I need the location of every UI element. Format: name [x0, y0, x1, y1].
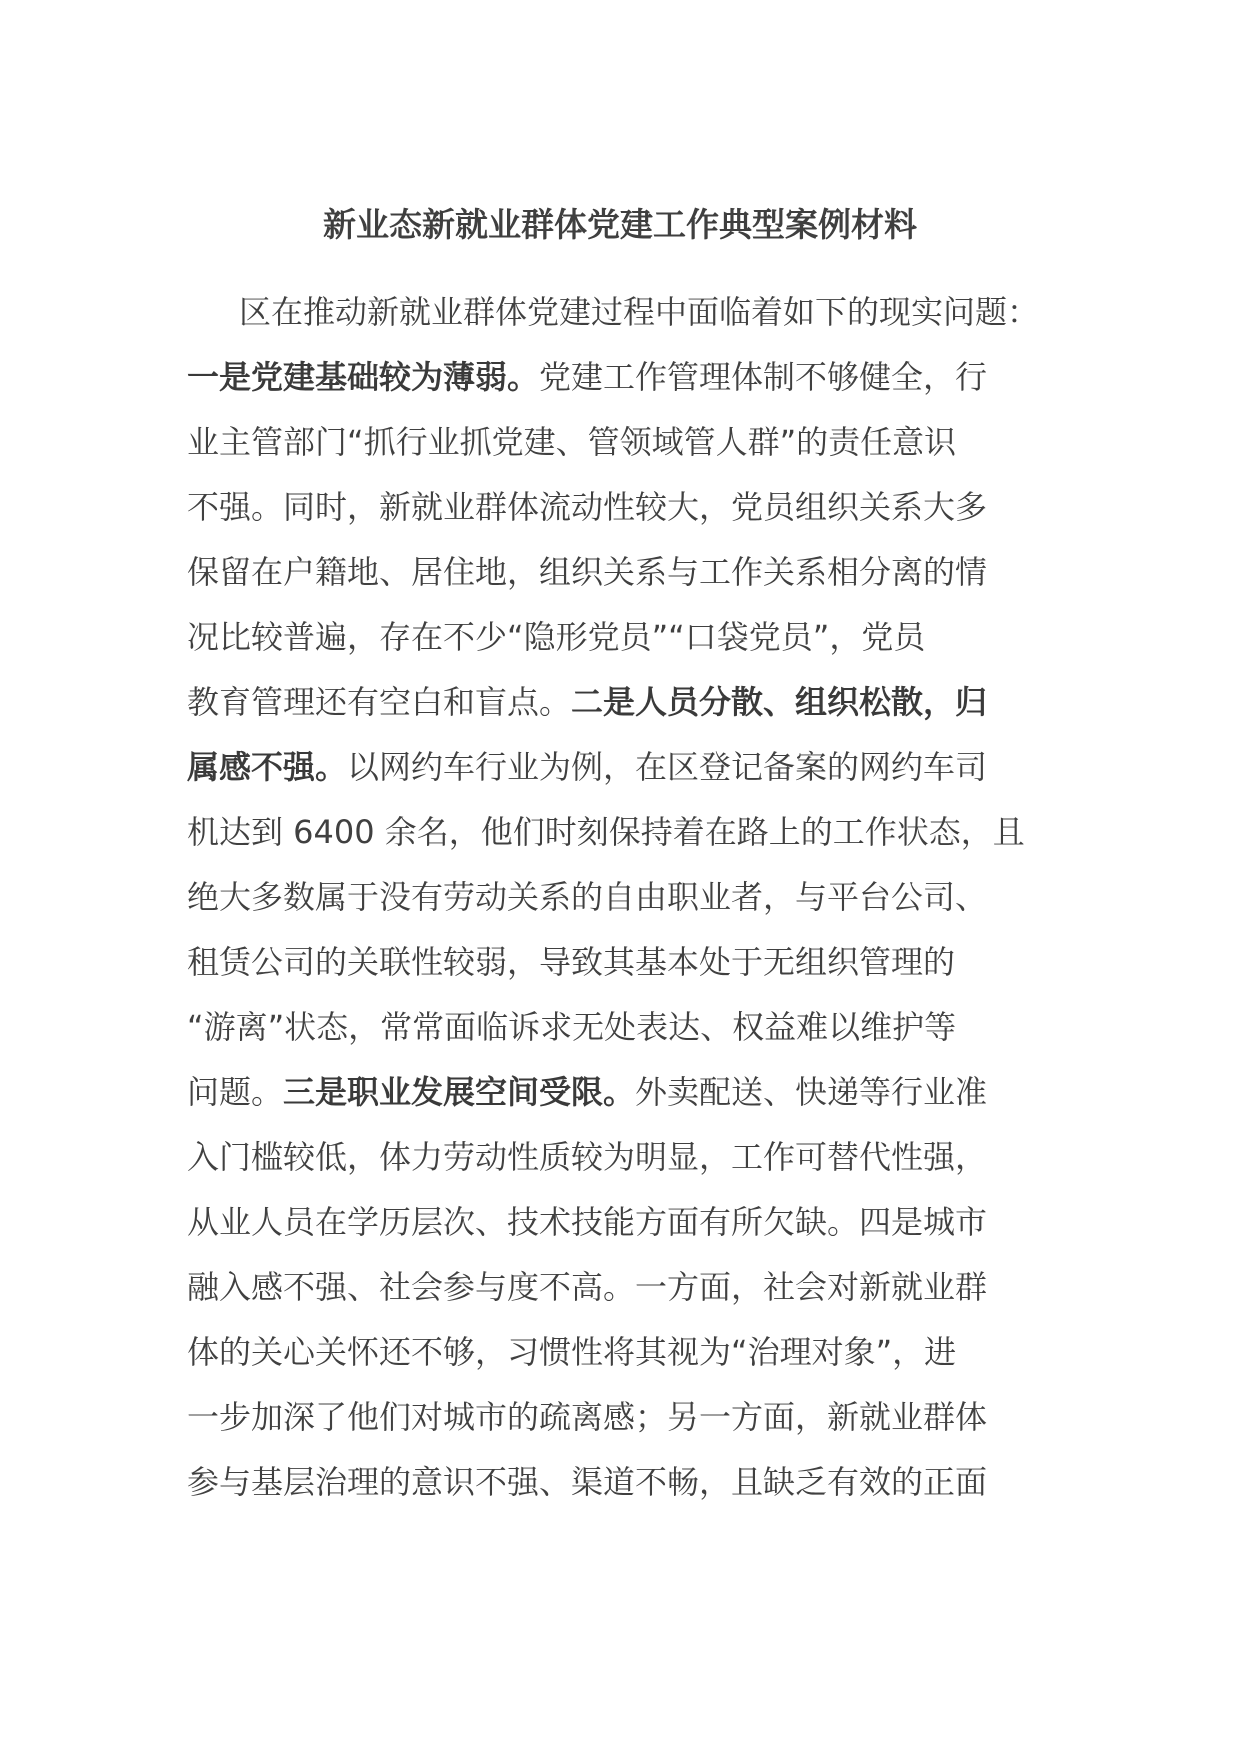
text-line: [187, 1255, 1067, 1320]
document-title: 新业态新就业群体党建工作典型案例材料: [323, 205, 917, 244]
text-segment: 从业人员在学历层次、技术技能方面有所欠缺。四是城市: [187, 1203, 988, 1241]
text-segment: 一步加深了他们对城市的疏离感；另一方面，新就业群体: [187, 1398, 988, 1436]
text-segment: “游离”状态，常常面临诉求无处表达、权益难以维护等: [187, 1008, 957, 1046]
text-line: [187, 1060, 1067, 1125]
text-line: [187, 475, 1067, 540]
text-line: [187, 540, 1067, 605]
text-line: [187, 345, 1067, 410]
text-line: [187, 1320, 1067, 1385]
text-segment: 党建工作管理体制不够健全，行: [539, 358, 988, 396]
text-segment: 外卖配送、快递等行业准: [635, 1073, 988, 1111]
text-segment: 区在推动新就业群体党建过程中面临着如下的现实问题：: [239, 293, 1040, 331]
text-line: [187, 800, 1067, 865]
text-line: [187, 930, 1067, 995]
text-segment: 问题。: [187, 1073, 284, 1111]
text-line: [187, 865, 1067, 930]
body-paragraph: [187, 280, 1067, 1515]
text-line: [187, 605, 1067, 670]
text-segment: 参与基层治理的意识不强、渠道不畅，且缺乏有效的正面: [187, 1463, 988, 1501]
text-segment: 融入感不强、社会参与度不高。一方面，社会对新就业群: [187, 1268, 988, 1306]
text-line: [187, 1125, 1067, 1190]
bold-heading-point-one: 一是党建基础较为薄弱。: [187, 358, 540, 396]
text-segment: 绝大多数属于没有劳动关系的自由职业者，与平台公司、: [187, 878, 988, 916]
bold-heading-point-two: 二是人员分散、组织松散，归: [571, 683, 988, 721]
text-segment: 况比较普遍，存在不少“隐形党员”“口袋党员”，党员: [187, 618, 926, 656]
text-segment: 保留在户籍地、居住地，组织关系与工作关系相分离的情: [187, 553, 988, 591]
text-segment: 教育管理还有空白和盲点。: [187, 683, 572, 721]
text-line: [187, 670, 1067, 735]
text-segment: 不强。同时，新就业群体流动性较大，党员组织关系大多: [187, 488, 988, 526]
text-line: [187, 995, 1067, 1060]
text-segment: 体的关心关怀还不够，习惯性将其视为“治理对象”，进: [187, 1333, 957, 1371]
text-line: [187, 410, 1067, 475]
text-line: [187, 1190, 1067, 1255]
text-line: [187, 1385, 1067, 1450]
bold-heading-point-two-cont: 属感不强。: [187, 748, 348, 786]
text-line: [187, 280, 1067, 345]
text-segment: 租赁公司的关联性较弱，导致其基本处于无组织管理的: [187, 943, 956, 981]
text-line: [187, 1450, 1067, 1515]
text-segment: 机达到 6400 余名，他们时刻保持着在路上的工作状态，且: [187, 813, 1025, 851]
text-segment: 业主管部门“抓行业抓党建、管领域管人群”的责任意识: [187, 423, 957, 461]
bold-heading-point-three: 三是职业发展空间受限。: [283, 1073, 636, 1111]
text-segment: 以网约车行业为例，在区登记备案的网约车司: [347, 748, 988, 786]
text-line: [187, 735, 1067, 800]
text-segment: 入门槛较低，体力劳动性质较为明显，工作可替代性强，: [187, 1138, 988, 1176]
